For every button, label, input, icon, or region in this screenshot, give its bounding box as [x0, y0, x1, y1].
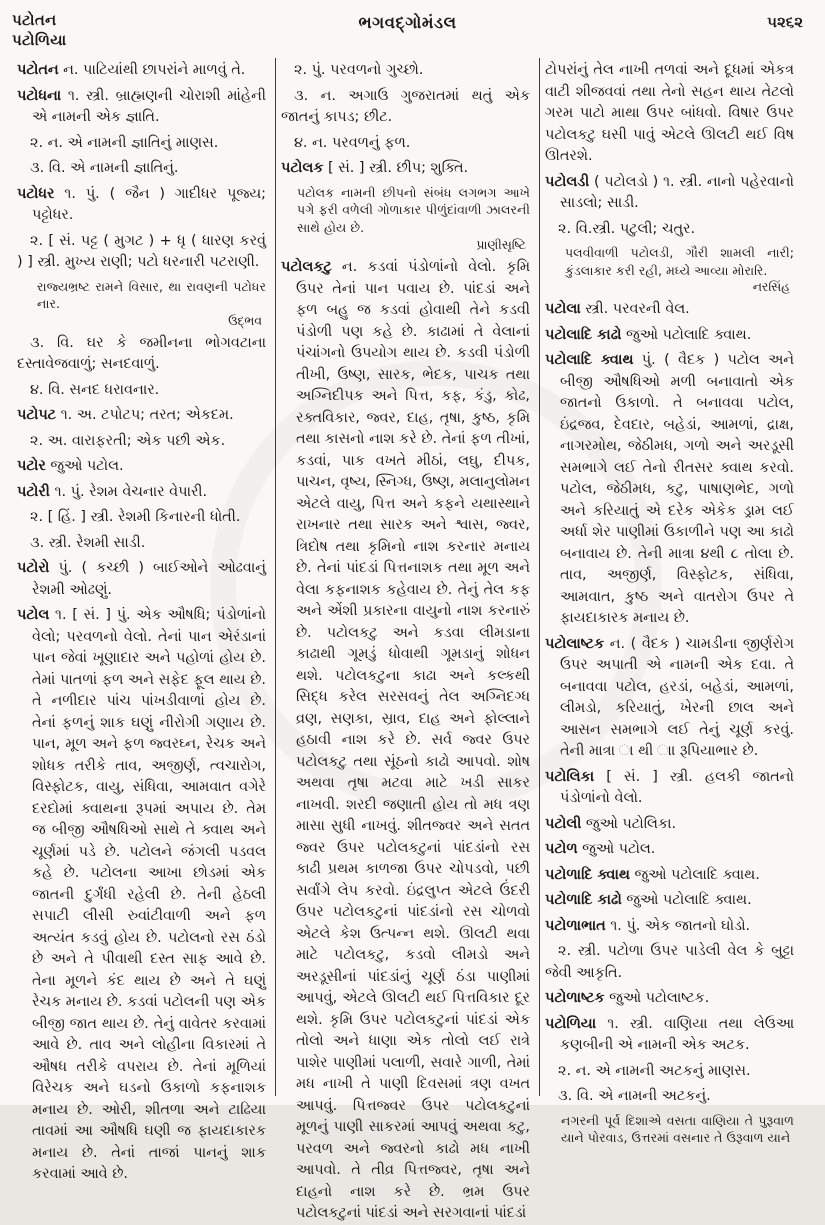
dictionary-entry	[545, 634, 794, 763]
headword: પટોરી	[17, 483, 50, 500]
body-text: ૨. [ સં. પટ્ટ ( મુગટ ) + ધૃ ( ધારણ કરવું ) ] સ્ત્રી. મુખ્ય રાણી; પટો ધરનારી પટરાણી.	[17, 232, 266, 270]
dictionary-entry	[545, 988, 794, 1010]
body-text: ૪. વિ. સનદ ધરાવનાર.	[30, 381, 160, 398]
headword: પટોળાદિ ક્વાથ	[545, 866, 630, 883]
body-text: ૨. પું. પરવળનો ગુચ્છો.	[294, 62, 424, 78]
body-text: ૧. પું. એક જાતનો ઘોડો.	[610, 917, 751, 934]
body-text: [ સં. ] સ્ત્રી. હલકી જાતનો પંડોળાંનો વેલો.	[560, 768, 795, 806]
headword: પટોર	[17, 458, 46, 474]
entry-sense	[17, 158, 266, 180]
entry-sense	[17, 507, 266, 529]
body-text: ૩. ન. અગાઉ ગુજરાતમાં થતું એક જાતનું કાપડ; છીટ.	[281, 87, 530, 125]
body-text: જુઓ પટોલાદિ ક્વાથ.	[626, 326, 752, 343]
dictionary-entry	[17, 558, 266, 601]
entry-sense	[17, 380, 266, 402]
body-text: જુઓ પટોલિકા.	[585, 815, 677, 832]
column-2	[275, 58, 539, 1221]
body-text: ૨. ન. એ નામની અટકનું માણસ.	[558, 1062, 751, 1079]
headword: પટોલડી	[545, 173, 590, 190]
headword: પટોલક	[281, 160, 324, 176]
entry-sense	[17, 533, 266, 555]
dictionary-entry	[545, 350, 794, 630]
body-text: ૩. વિ. એ નામની જ્ઞાતિનું.	[30, 160, 179, 176]
guide-word-last: પટોળિયા	[12, 31, 67, 49]
body-text: [ સં. ] સ્ત્રી. છીપ; શુક્તિ.	[327, 160, 469, 176]
headword: પટોપટ	[17, 407, 57, 423]
dictionary-entry	[17, 60, 266, 82]
body-text: ૧. અ. ટપોટપ; તરત; એકદમ.	[60, 407, 234, 423]
headword: પટોલા	[545, 301, 581, 317]
body-text: ૨. ન. એ નામની જ્ઞાતિનું માણસ.	[30, 134, 219, 151]
guide-word-first: પટોતન	[12, 11, 57, 29]
body-text: ૨. વિ.સ્ત્રી. પટુલી; ચતુર.	[558, 220, 696, 237]
dictionary-entry	[17, 184, 266, 227]
headword: પટોલી	[545, 815, 582, 832]
dictionary-entry	[17, 86, 266, 129]
body-text: જુઓ પટોલાદિ ક્વાથ.	[626, 892, 752, 908]
entry-sense	[17, 333, 266, 376]
body-text: ૧. પું. ( જૈન ) ગાદીધર પૂજ્ય; પટ્ટોધર.	[32, 185, 266, 223]
headword: પટોતન	[17, 62, 59, 78]
entry-continuation	[545, 60, 794, 168]
dictionary-entry	[545, 1014, 794, 1057]
quote-attribution	[17, 313, 262, 328]
body-text: ૩. વિ. ઘર કે જમીનના ભોગવટાના દસ્તાવેજવાળું; સનદવાળું.	[17, 334, 266, 372]
entry-note	[297, 184, 530, 237]
entry-sense	[281, 133, 530, 155]
body-text: ૪. ન. પરવળનું ફળ.	[294, 134, 411, 151]
body-text: ન. કડવાં પંડોળાંનો વેલો. કૃમિ ઉપર તેનાં પાન પવાય છે. પાંદડાં અને ફળ બહુ જ કડવાં હોવાથી તેને કડવી પંડોળી પણ કહે છે. કાઢામાં તે વેલાનાં પંચાંગનો ઉપયોગ થાય છે. કડવી પંડોળી તીખી, ઉષ્ણ, સારક, ભેદક, પાચક તથા અગ્નિદીપક અને પિત્ત, કફ, કંડુ, કોઢ, રક્તવિકાર, જ્વર, દાહ, તૃષા, કુષ્ઠ, કૃમિ તથા કાસનો નાશ કરે છે. તેનાં ફળ તીખાં, કડવાં, પાક વખતે મીઠાં, લઘુ, દીપક, પાચન, વૃષ્ય, સ્નિગ્ધ, ઉષ્ણ, મલાનુલોમન એટલે વાયુ, પિત્ત અને કફને યથાસ્થાને રાખનાર તથા સારક અને શ્વાસ, જ્વર, ત્રિદોષ તથા કૃમિનો નાશ કરનાર મનાય છે. તેનાં પાંદડાં પિત્તનાશક તથા મૂળ અને વેલા કફનાશક કહેવાય છે. તેનું તેલ કફ અને એંશી પ્રકારના વાયુનો નાશ કરનારું છે. પટોલકટુ અને કડવા લીમડાના કાઢાથી ગૂમડું ધોવાથી ગૂમડાનું શોધન થશે. પટોલકટુના કાઢા અને કલ્કથી સિદ્ધ કરેલ સરસવનું તેલ અગ્નિદગ્ધ વ્રણ, સણકા, સ્રાવ, દાહ અને ફોલ્લાને હઠાવી નાશ કરે છે. સર્વ જ્વર ઉપર પટોલકટુ તથા સૂંઠનો કાઢો આપવો. શોષ અથવા તૃષા મટવા માટે ખડી સાકર નાખવી. શરદી જણાતી હોય તો મધ ત્રણ માસા સુધી નાખવું. શીતજ્વર અને સતત જ્વર ઉપર પટોલકટુનાં પાંદડાંનો રસ કાઢી પ્રથમ કાળજા ઉપર ચોપડવો, પછી સર્વાંગે લેપ કરવો. ઇંદ્રલુપ્ત એટલે ઉંદરી ઉપર પટોલકટુનાં પાંદડાંનો રસ ચોળવો એટલે કેશ ઉત્પન્ન થશે. ઊલટી થવા માટે પટોલકટુ, કડવો લીમડો અને અરડૂસીનાં પાંદડાંનું ચૂર્ણ ઠંડા પાણીમાં આપવું, એટલે ઊલટી થઈ પિત્તવિકાર દૂર થશે. કૃમિ ઉપર પટોલકટુનાં પાંદડાં એક તોલો અને ધાણા એક તોલો લઈ રાત્રે પાશેર પાણીમાં પલાળી, સવારે ગાળી, તેમાં મધ નાખી તે પાણી દિવસમાં ત્રણ વખત આપવું. પિત્તજ્વર ઉપર પટોલકટુનાં મૂળનું પાણી સાકરમાં આપવું અથવા કટુ, પરવળ અને જ્વરનો કાઢો મધ નાખી આપવો. તે તીવ્ર પિત્તજ્વર, તૃષા અને દાહનો નાશ કરે છે. ભ્રમ ઉપર પટોલકટુનાં પાંદડાં અને સરગવાનાં પાંદડાં	[296, 259, 530, 1221]
quote-attribution	[281, 237, 526, 252]
body-text: પું. ( કચ્છી ) બાઈઓને ઓઢવાનું રેશમી ઓઢણું.	[32, 560, 267, 598]
dictionary-entry	[281, 257, 530, 1225]
dictionary-entry	[545, 172, 794, 215]
page-header	[12, 10, 815, 56]
headword: પટોધર	[17, 185, 55, 202]
body-text: ટોપરાંનું તેલ નાખી તળવાં અને દૂધમાં એકત્ર વાટી શીજવવાં તથા તેનો સહન થાય તેટલો ગરમ પાટો માથા ઉપર બાંધવો. વિષાર ઉપર પટોલકટુ ઘસી પાવું એટલે ઊલટી થઈ વિષ ઊતરશે.	[545, 62, 794, 164]
body-text: નગરની પૂર્વ દિશાએ વસતા વાણિયા તે પુરૂવાળ યાને પોરવાડ, ઉત્તરમાં વસનાર તે ઉરૂવાળ યાને	[561, 1112, 794, 1145]
book-title: ભગવદ્ગોમંડલ	[358, 13, 457, 32]
entry-sense	[545, 1086, 794, 1108]
headword: પટોળાષ્ટક	[545, 990, 605, 1006]
dictionary-entry	[17, 456, 266, 478]
verse-quote	[565, 244, 794, 279]
dictionary-entry	[545, 916, 794, 938]
guide-words	[12, 10, 276, 50]
dictionary-entry	[17, 605, 266, 1186]
body-text: ૧. સ્ત્રી. વાણિયા તથા લેઉઆ કણબીની એ નામની એક અટક.	[560, 1015, 794, 1053]
entry-sense	[17, 431, 266, 453]
body-text: જુઓ પટોલાદિ ક્વાથ.	[634, 866, 760, 883]
body-text: ૩. સ્ત્રી. રેશમી સાડી.	[30, 534, 146, 551]
body-text: ( પટોલડો ) ૧. સ્ત્રી. નાનો પહેરવાનો સાડલો; સાડી.	[560, 173, 794, 211]
dictionary-entry	[545, 839, 794, 861]
headword: પટોલ	[17, 607, 50, 623]
body-text: રાજ્યભ્રષ્ટ રામને વિસાર, થા રાવણની પટોધર નાર.	[37, 278, 266, 311]
attribution-text: નરસિંહ	[752, 279, 790, 294]
body-text: ૩. વિ. એ નામની અટકનું.	[558, 1088, 711, 1104]
headword: પટોળાભાત	[545, 917, 606, 934]
headword: પટોળાદિ કાઢો	[545, 892, 622, 908]
dictionary-entry	[545, 890, 794, 912]
body-text: જુઓ પટોલ.	[50, 458, 124, 474]
entry-sense	[17, 133, 266, 155]
body-text: પલવીવાળી પટોલડી, ગૌરી શામલી નારી; કુંડલાકાર કરી રહી, મધ્યે આવ્યા મોરારિ.	[565, 245, 794, 278]
dictionary-entry	[545, 767, 794, 810]
body-text: પું. ( વૈદક ) પટોલ અને બીજી ઔષધિઓ મળી બનાવાતો એક જાતનો ઉકાળો. તે બનાવવા પટોલ, ઇંદ્રજવ, દેવદાર, બહેડાં, આમળાં, દ્રાક્ષ, નાગરમોથ, જેઠીમધ, ગળો અને અરડૂસી સમભાગે લઈ તેનો રીતસર ક્વાથ કરવો. પટોલ, જેઠીમધ, કટુ, પાષાણભેદ, ગળો અને કરિયાતું એ દરેક એકેક ડ્રામ લઈ અર્ધા શેર પાણીમાં ઉકાળીને પણ આ કાઢો બનાવાય છે. તેની માત્રા ૪થી ૮ તોલા છે. તાવ, અજીર્ણ, વિસ્ફોટક, સંધિવા, આમવાત, કુષ્ઠ અને વાતરોગ ઉપર તે ફાયદાકારક મનાય છે.	[560, 352, 795, 626]
dictionary-entry	[17, 405, 266, 427]
dictionary-entry	[545, 325, 794, 347]
entry-sense	[17, 231, 266, 274]
headword: પટોળ	[545, 841, 578, 857]
column-3	[539, 58, 803, 1145]
page-number: ૫૨૬૨	[767, 13, 804, 31]
attribution-text: પ્રાણીસૃષ્ટિ	[476, 237, 526, 252]
body-text: જુઓ પટોલાષ્ટક.	[609, 990, 710, 1006]
verse-quote	[37, 278, 266, 313]
body-text: ૧. સ્ત્રી. બ્રાહ્મણની ચોરાશી માંહેની એ નામની એક જ્ઞાતિ.	[32, 87, 266, 125]
headword: પટોલાષ્ટક	[545, 635, 605, 652]
entry-sense	[545, 219, 794, 241]
column-1	[12, 58, 275, 1182]
headword: પટોલકટુ	[281, 259, 332, 275]
headword: પટોલિકા	[545, 768, 595, 785]
headword: પટોધના	[17, 87, 62, 104]
attribution-text: ઉદ્ભવ	[228, 312, 262, 328]
entry-note	[561, 1112, 794, 1147]
body-text: જુઓ પટોલ.	[582, 841, 656, 857]
entry-sense	[545, 1061, 794, 1083]
dictionary-entry	[545, 814, 794, 836]
body-text: ૨. અ. વારાફરતી; એક પછી એક.	[30, 432, 226, 449]
headword: પટોલાદિ કાઢો	[545, 326, 622, 343]
body-text: ૨. [ હિં. ] સ્ત્રી. રેશમી કિનારની ધોતી.	[30, 509, 241, 525]
body-text: સ્ત્રી. પરવરની વેલ.	[585, 301, 690, 317]
body-text: ૧. [ સં. ] પું. એક ઔષધિ; પંડોળાંનો વેલો; પરવળનો વેલો. તેનાં પાન એરંડાનાં પાન જેવાં ખૂણાદાર અને પહોળાં હોય છે. તેમાં પાતળાં ફળ અને સફેદ ફૂલ થાય છે. તે નળીદાર પાંચ પાંખડીવાળાં હોય છે. તેનાં ફળનું શાક ઘણું નીરોગી ગણાય છે. પાન, મૂળ અને ફળ જ્વરઘ્ન, રેચક અને શોધક તરીકે તાવ, અજીર્ણ, ત્વચારોગ, વિસ્ફોટક, વાયુ, સંધિવા, આમવાત વગેરે દરદોમાં ક્વાથના રૂપમાં અપાય છે. તેમ જ બીજી ઔષધિઓ સાથે તે ક્વાથ અને ચૂર્ણમાં પડે છે. પટોલને જંગલી પડવલ કહે છે. પટોલના આખા છોડમાં એક જાતની દુર્ગંધી રહેલી છે. તેની હેઠલી સપાટી લીસી રુવાંટીવાળી અને ફળ અત્યંત કડવું હોય છે. પટોલનો રસ ઠંડો છે અને તે પીવાથી દસ્ત સાફ આવે છે. તેના મૂળને કંદ થાય છે અને તે ઘણું રેચક મનાય છે. કડવાં પટોલની પણ એક બીજી જાત થાય છે. તેનું વાવેતર કરવામાં આવે છે. તાવ અને લોહીના વિકારમાં તે ઔષધ તરીકે વપરાય છે. તેનાં મૂળિયાં વિરેચક અને ઘડનો ઉકાળો કફનાશક મનાય છે. ઓરી, શીતળા અને ટાઢિયા તાવમાં આ ઔષધિ ઘણી જ ફાયદાકારક મનાય છે. તેનાં તાજાં પાનનું શાક કરવામાં આવે છે.	[32, 607, 266, 1182]
quote-attribution	[545, 279, 790, 294]
body-text: ૨. સ્ત્રી. પટોળા ઉપર પાડેલી વેલ કે બુટ્ટા જેવી આકૃતિ.	[545, 943, 794, 981]
entry-sense	[281, 86, 530, 129]
entry-sense	[281, 60, 530, 82]
dictionary-entry	[545, 299, 794, 321]
dictionary-entry	[281, 158, 530, 180]
entry-sense	[545, 941, 794, 984]
headword: પટોરો	[17, 560, 50, 576]
body-text: પટોલક નામની છીપનો સંબંધ લગભગ આખે પગે ફરી વળેલી ગોળાકાર પીળુંદાંવાળી ઝાલરની સાથે હોય છે.	[297, 184, 530, 235]
body-text: ૧. પું. રેશમ વેચનાર વેપારી.	[54, 483, 208, 500]
dictionary-entry	[17, 482, 266, 504]
headword: પટોલાદિ ક્વાથ	[545, 352, 634, 368]
headword: પટોળિયા	[545, 1015, 597, 1032]
columns-container	[12, 58, 815, 1221]
dictionary-entry	[545, 865, 794, 887]
body-text: ન. ( વૈદક ) ચામડીના જીર્ણરોગ ઉપર અપાતી એ નામની એક દવા. તે બનાવવા પટોલ, હરડાં, બહેડાં, આમળાં, લીમડો, કરિયાતું, ખેરની છાલ અને આસન સમભાગે લઈ તેનું ચૂર્ણ કરવું. તેની માત્રા ા થી ાા રૂપિયાભાર છે.	[560, 635, 795, 759]
body-text: ન. પાટિયાંથી છાપરાંને માળવું તે.	[63, 62, 246, 78]
